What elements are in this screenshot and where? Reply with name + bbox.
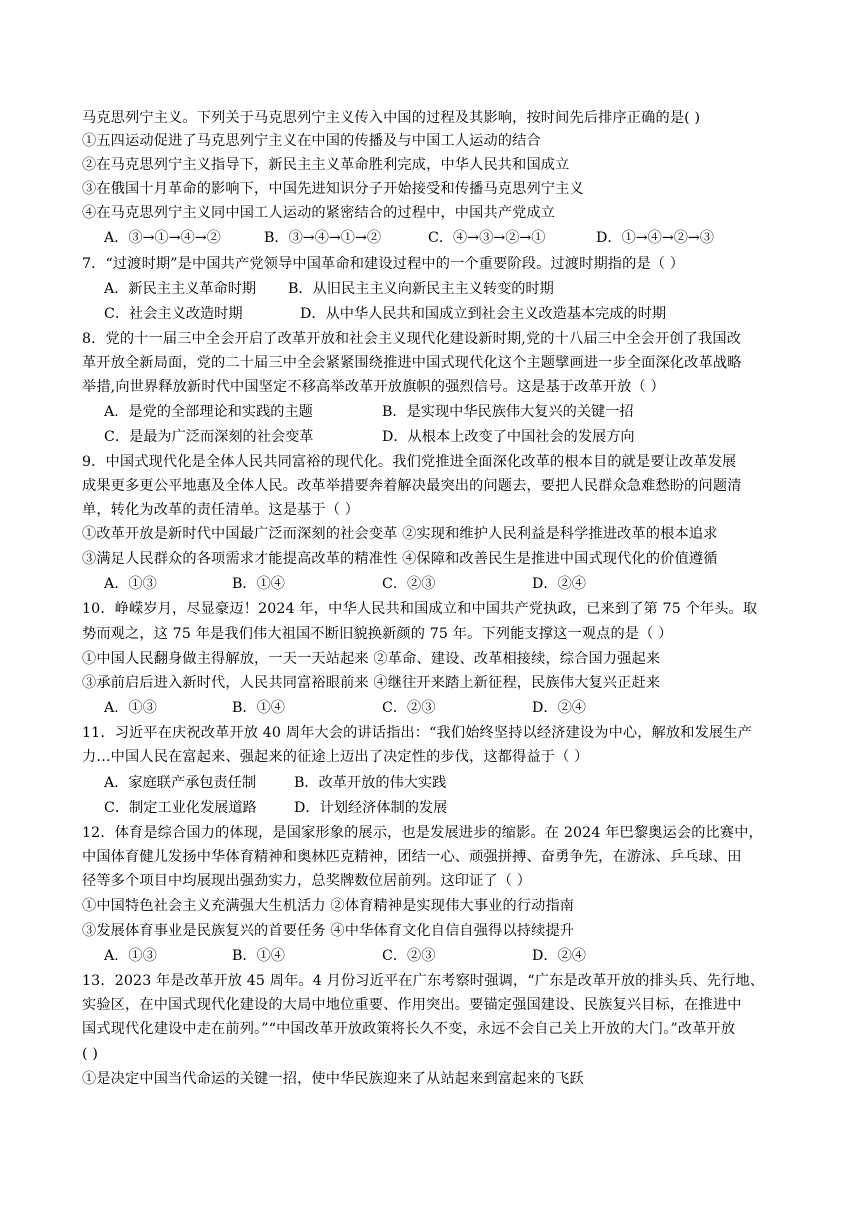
text-line: 马克思列宁主义。下列关于马克思列宁主义传入中国的过程及其影响，按时间先后排序正确的是( ) — [82, 110, 701, 126]
text-line: ②在马克思列宁主义指导下，新民主主义革命胜利完成，中华人民共和国成立 — [82, 157, 570, 173]
option-d: D．②④ — [532, 948, 586, 964]
text-line: ④在马克思列宁主义同中国工人运动的紧密结合的过程中，中国共产党成立 — [82, 205, 556, 221]
option-c: C．是最为广泛而深刻的社会变革 — [104, 429, 314, 445]
text-line: ③在俄国十月革命的影响下，中国先进知识分子开始接受和传播马克思列宁主义 — [82, 181, 584, 197]
text-line: 径等多个项目中均展现出强劲实力，总奖牌数位居前列。这印证了（ ） — [82, 873, 532, 889]
option-a: A．③→①→④→② — [104, 230, 221, 246]
option-b: B．是实现中华民族伟大复兴的关键一招 — [382, 404, 634, 420]
option-b: B．①④ — [232, 576, 285, 592]
option-b: B．③→④→①→② — [264, 230, 382, 246]
option-a: A．是党的全部理论和实践的主题 — [104, 404, 313, 420]
text-line: ①五四运动促进了马克思列宁主义在中国的传播及与中国工人运动的结合 — [82, 133, 541, 149]
option-b: B．从旧民主主义向新民主主义转变的时期 — [288, 281, 554, 297]
option-c: C．②③ — [382, 948, 436, 964]
option-c: C．制定工业化发展道路 — [104, 800, 257, 816]
text-line: 单，转化为改革的责任清单。这是基于（ ） — [82, 502, 360, 518]
option-d: D．②④ — [532, 700, 586, 716]
question-8: 8．党的十一届三中全会开启了改革开放和社会主义现代化建设新时期,党的十八届三中全会开创了我国改 — [82, 331, 742, 347]
option-b: B．改革开放的伟大实践 — [294, 775, 447, 791]
option-d: D．②④ — [532, 576, 586, 592]
statement-line: ③发展体育事业是民族复兴的首要任务 ④中华体育文化自信自强得以持续提升 — [82, 923, 575, 939]
statement-line: ①中国人民翻身做主得解放，一天一天站起来 ②革命、建设、改革相接续，综合国力强起来 — [82, 651, 661, 667]
option-d: D．从中华人民共和国成立到社会主义改造基本完成的时期 — [300, 306, 667, 322]
question-12: 12．体育是综合国力的体现，是国家形象的展示，也是发展进步的缩影。在 2024 年巴黎奥运会的比赛中， — [82, 825, 763, 841]
statement-line: ①中国特色社会主义充满强大生机活力 ②体育精神是实现伟大事业的行动指南 — [82, 898, 575, 914]
text-line: 实验区，在中国式现代化建设的大局中地位重要、作用突出。要锚定强国建设、民族复兴目标，在推进中 — [82, 997, 742, 1013]
option-a: A．①③ — [104, 700, 157, 716]
answer-blank: ( ) — [82, 1046, 99, 1062]
text-line: 势而观之，这 75 年是我们伟大祖国不断旧貌换新颜的 75 年。下列能支撑这一观点的是（ ） — [82, 626, 673, 642]
question-9: 9．中国式现代化是全体人民共同富裕的现代化。我们党推进全面深化改革的根本目的就是要让改革发展 — [82, 454, 737, 470]
option-c: C．②③ — [382, 700, 436, 716]
option-c: C．社会主义改造时期 — [104, 306, 243, 322]
option-b: B．①④ — [232, 700, 285, 716]
option-a: A．新民主主义革命时期 — [104, 281, 257, 297]
question-10: 10．峥嵘岁月，尽显豪迈！2024 年，中华人民共和国成立和中国共产党执政，已来到了第 75 个年头。取 — [82, 601, 758, 617]
question-13: 13．2023 年是改革开放 45 周年。4 月份习近平在广东考察时强调，“广东是改革开放的排头兵、先行地、 — [82, 973, 765, 989]
text-line: 成果更多更公平地惠及全体人民。改革举措要奔着解决最突出的问题去，要把人民群众急难愁盼的问题清 — [82, 478, 742, 494]
statement-line: ③满足人民群众的各项需求才能提高改革的精准性 ④保障和改善民生是推进中国式现代化的价值遵循 — [82, 551, 718, 567]
statement-line: ①改革开放是新时代中国最广泛而深刻的社会变革 ②实现和维护人民利益是科学推进改革的根本追求 — [82, 526, 718, 542]
option-a: A．家庭联产承包责任制 — [104, 775, 257, 791]
statement-line: ③承前启后进入新时代，人民共同富裕眼前来 ④继往开来踏上新征程，民族伟大复兴正赶来 — [82, 675, 661, 691]
text-line: 国式现代化建设中走在前列。”“中国改革开放政策将长久不变，永远不会自己关上开放的大门。”改革开放 — [82, 1021, 736, 1037]
option-d: D．从根本上改变了中国社会的发展方向 — [382, 429, 635, 445]
option-d: D．计划经济体制的发展 — [294, 800, 448, 816]
option-c: C．②③ — [382, 576, 436, 592]
question-11: 11．习近平在庆祝改革开放 40 周年大会的讲话指出：“我们始终坚持以经济建设为中心，解放和发展生产 — [82, 725, 752, 741]
text-line: 中国体育健儿发扬中华体育精神和奥林匹克精神，团结一心、顽强拼搏、奋勇争先，在游泳、乒乓球、田 — [82, 849, 742, 865]
text-line: 力…中国人民在富起来、强起来的征途上迈出了决定性的步伐，这都得益于（ ） — [82, 749, 589, 765]
option-a: A．①③ — [104, 948, 157, 964]
option-a: A．①③ — [104, 576, 157, 592]
text-line: 革开放全新局面，党的二十届三中全会紧紧围绕推进中国式现代化这个主题擘画进一步全面深化改革战略 — [82, 355, 742, 371]
option-d: D．①→④→②→③ — [596, 230, 714, 246]
option-c: C．④→③→②→① — [428, 230, 546, 246]
question-7: 7．“过渡时期”是中国共产党领导中国革命和建设过程中的一个重要阶段。过渡时期指的是（ ） — [82, 256, 685, 272]
text-line: 举措,向世界释放新时代中国坚定不移高举改革开放旗帜的强烈信号。这是基于改革开放（ ） — [82, 379, 665, 395]
option-b: B．①④ — [232, 948, 285, 964]
statement-line: ①是决定中国当代命运的关键一招，使中华民族迎来了从站起来到富起来的飞跃 — [82, 1071, 584, 1087]
